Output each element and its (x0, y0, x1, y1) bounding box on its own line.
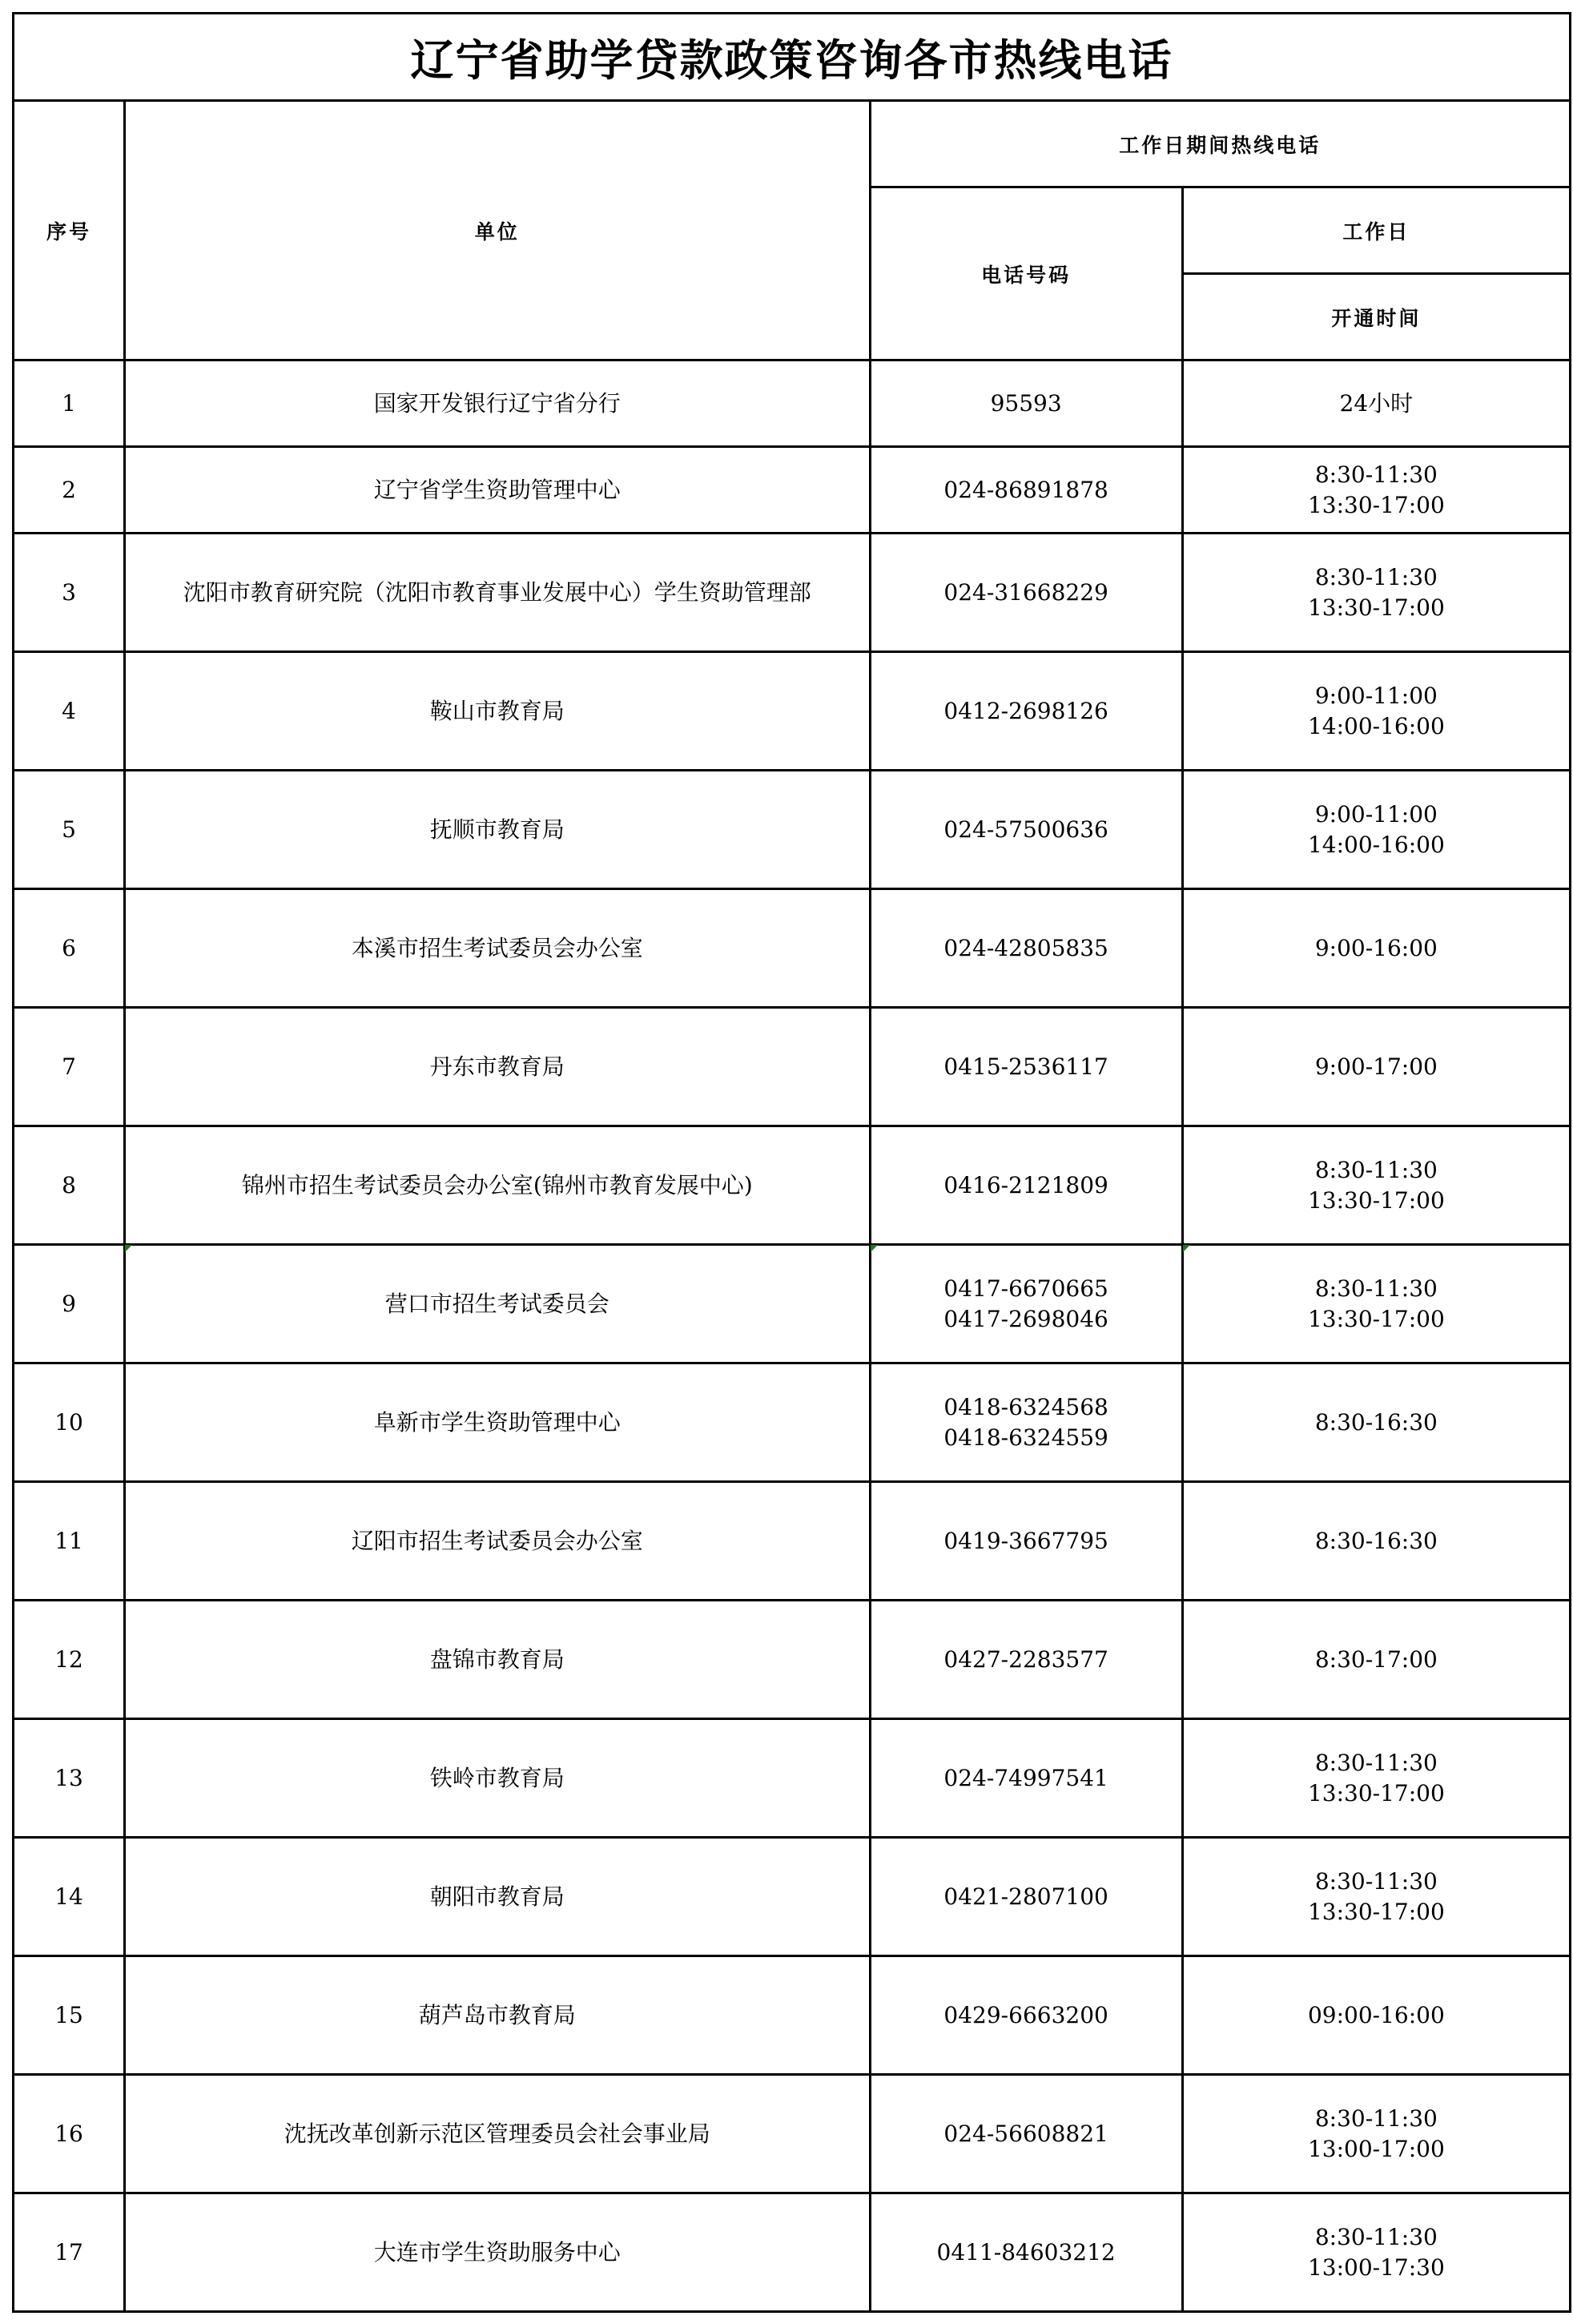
unit-cell: 鞍山市教育局 (125, 652, 870, 771)
hours-cell (1182, 1008, 1570, 1126)
hours-range: 13:30-17:00 (1307, 1186, 1445, 1214)
hours-range: 13:30-17:00 (1307, 594, 1445, 621)
hours-range: 8:30-16:30 (1314, 1408, 1438, 1436)
unit-cell: 辽宁省学生资助管理中心 (125, 447, 870, 534)
unit-cell: 沈阳市教育研究院（沈阳市教育事业发展中心）学生资助管理部 (125, 534, 870, 652)
phone-number: 0427-2283577 (943, 1645, 1108, 1673)
row-number-cell: 2 (14, 447, 125, 534)
hours-range: 8:30-11:30 (1314, 2104, 1438, 2132)
row-number-cell: 15 (14, 1956, 125, 2075)
unit-cell: 抚顺市教育局 (125, 771, 870, 889)
title-row (14, 14, 1571, 101)
hours-cell (1182, 889, 1570, 1008)
phone-number: 0417-6670665 (943, 1275, 1108, 1302)
phone-number: 024-74997541 (943, 1764, 1108, 1791)
table-row (14, 1482, 1571, 1601)
hours-range: 8:30-11:30 (1314, 1749, 1438, 1776)
unit-cell: 铁岭市教育局 (125, 1719, 870, 1838)
row-number-cell: 8 (14, 1126, 125, 1245)
phone-number: 024-56608821 (943, 2120, 1108, 2147)
row-number-cell: 17 (14, 2193, 125, 2312)
hours-cell (1182, 534, 1570, 652)
table-row (14, 771, 1571, 889)
unit-cell: 国家开发银行辽宁省分行 (125, 360, 870, 447)
table-row (14, 889, 1571, 1008)
hours-cell (1182, 360, 1570, 447)
hours-cell (1182, 1719, 1570, 1838)
table-row (14, 360, 1571, 447)
phone-number: 0417-2698046 (943, 1305, 1108, 1332)
hours-range: 14:00-16:00 (1307, 712, 1445, 739)
hours-range: 13:30-17:00 (1307, 1898, 1445, 1925)
phone-cell (870, 771, 1182, 889)
phone-cell (870, 1363, 1182, 1482)
table-row (14, 1126, 1571, 1245)
phone-number: 0429-6663200 (943, 2001, 1108, 2028)
table-row (14, 2075, 1571, 2193)
hours-cell (1182, 1838, 1570, 1956)
phone-cell (870, 1126, 1182, 1245)
phone-cell (870, 447, 1182, 534)
phone-cell (870, 1956, 1182, 2075)
phone-number: 0415-2536117 (943, 1053, 1108, 1080)
hours-cell (1182, 1482, 1570, 1601)
hours-range: 13:00-17:30 (1307, 2254, 1445, 2281)
phone-number: 024-42805835 (943, 934, 1108, 961)
error-indicator-icon (125, 1245, 132, 1252)
row-number-cell: 3 (14, 534, 125, 652)
phone-number: 024-31668229 (943, 578, 1108, 606)
phone-cell (870, 889, 1182, 1008)
header-unit: 单位 (125, 101, 870, 360)
header-group-hotline: 工作日期间热线电话 (870, 101, 1570, 187)
hotline-table (12, 12, 1571, 2313)
hours-range: 8:30-17:00 (1314, 1645, 1438, 1673)
row-number-cell: 4 (14, 652, 125, 771)
table-row (14, 1838, 1571, 1956)
phone-number: 024-86891878 (943, 476, 1108, 503)
hours-range: 09:00-16:00 (1307, 2001, 1445, 2028)
unit-cell: 盘锦市教育局 (125, 1601, 870, 1719)
header-row-1 (14, 101, 1571, 187)
page-title: 辽宁省助学贷款政策咨询各市热线电话 (14, 14, 1571, 101)
hours-range: 13:30-17:00 (1307, 1305, 1445, 1332)
phone-cell (870, 360, 1182, 447)
unit-cell: 大连市学生资助服务中心 (125, 2193, 870, 2312)
hotline-table-sheet (12, 12, 1571, 2310)
table-row (14, 1008, 1571, 1126)
hours-range: 9:00-17:00 (1314, 1053, 1438, 1080)
hours-cell (1182, 1363, 1570, 1482)
table-row (14, 1363, 1571, 1482)
row-number-cell: 13 (14, 1719, 125, 1838)
row-number-cell: 9 (14, 1245, 125, 1363)
hours-range: 13:00-17:00 (1307, 2135, 1445, 2162)
phone-cell (870, 1245, 1182, 1363)
hours-cell (1182, 1601, 1570, 1719)
unit-cell: 沈抚改革创新示范区管理委员会社会事业局 (125, 2075, 870, 2193)
row-number-cell: 6 (14, 889, 125, 1008)
hours-cell (1182, 771, 1570, 889)
unit-cell: 辽阳市招生考试委员会办公室 (125, 1482, 870, 1601)
table-row (14, 1719, 1571, 1838)
hours-range: 9:00-11:00 (1314, 682, 1438, 709)
row-number-cell: 14 (14, 1838, 125, 1956)
hours-range: 8:30-11:30 (1314, 1867, 1438, 1895)
phone-cell (870, 1008, 1182, 1126)
row-number-cell: 11 (14, 1482, 125, 1601)
hours-cell (1182, 1245, 1570, 1363)
row-number-cell: 7 (14, 1008, 125, 1126)
error-indicator-icon (871, 1245, 878, 1252)
hours-range: 8:30-11:30 (1314, 1275, 1438, 1302)
unit-cell: 本溪市招生考试委员会办公室 (125, 889, 870, 1008)
phone-number: 024-57500636 (943, 816, 1108, 843)
hours-range: 8:30-11:30 (1314, 2223, 1438, 2250)
hours-range: 13:30-17:00 (1307, 491, 1445, 518)
hours-cell (1182, 652, 1570, 771)
unit-cell: 丹东市教育局 (125, 1008, 870, 1126)
hours-cell (1182, 1126, 1570, 1245)
header-no: 序号 (14, 101, 125, 360)
hours-range: 8:30-11:30 (1314, 1156, 1438, 1183)
unit-cell: 葫芦岛市教育局 (125, 1956, 870, 2075)
table-row (14, 1245, 1571, 1363)
error-indicator-icon (1183, 1245, 1190, 1252)
header-workday: 工作日 (1182, 187, 1570, 274)
phone-number: 0411-84603212 (936, 2238, 1116, 2266)
hours-range: 14:00-16:00 (1307, 831, 1445, 858)
hours-range: 8:30-11:30 (1314, 563, 1438, 590)
header-open-hours: 开通时间 (1182, 274, 1570, 360)
phone-cell (870, 2075, 1182, 2193)
phone-cell (870, 1482, 1182, 1601)
row-number-cell: 5 (14, 771, 125, 889)
unit-cell: 营口市招生考试委员会 (125, 1245, 870, 1363)
hours-range: 8:30-16:30 (1314, 1527, 1438, 1554)
phone-number: 0418-6324568 (943, 1393, 1108, 1420)
hours-range: 24小时 (1339, 389, 1414, 417)
row-number-cell: 16 (14, 2075, 125, 2193)
phone-cell (870, 652, 1182, 771)
phone-number: 0419-3667795 (943, 1527, 1108, 1554)
phone-number: 0418-6324559 (943, 1424, 1108, 1451)
table-row (14, 447, 1571, 534)
hours-range: 9:00-16:00 (1314, 934, 1438, 961)
table-row (14, 1601, 1571, 1719)
phone-number: 0416-2121809 (943, 1171, 1108, 1198)
unit-cell: 朝阳市教育局 (125, 1838, 870, 1956)
header-phone: 电话号码 (870, 187, 1182, 360)
unit-cell: 锦州市招生考试委员会办公室(锦州市教育发展中心) (125, 1126, 870, 1245)
phone-number: 0421-2807100 (943, 1883, 1108, 1910)
phone-cell (870, 1601, 1182, 1719)
table-row (14, 534, 1571, 652)
row-number-cell: 1 (14, 360, 125, 447)
hours-range: 8:30-11:30 (1314, 461, 1438, 488)
row-number-cell: 12 (14, 1601, 125, 1719)
phone-cell (870, 1719, 1182, 1838)
hours-cell (1182, 447, 1570, 534)
hours-range: 9:00-11:00 (1314, 800, 1438, 828)
phone-cell (870, 2193, 1182, 2312)
phone-cell (870, 534, 1182, 652)
table-row (14, 2193, 1571, 2312)
hours-range: 13:30-17:00 (1307, 1779, 1445, 1806)
table-row (14, 1956, 1571, 2075)
phone-cell (870, 1838, 1182, 1956)
unit-cell: 阜新市学生资助管理中心 (125, 1363, 870, 1482)
table-row (14, 652, 1571, 771)
hours-cell (1182, 2193, 1570, 2312)
row-number-cell: 10 (14, 1363, 125, 1482)
hours-cell (1182, 2075, 1570, 2193)
phone-number: 0412-2698126 (943, 697, 1108, 724)
phone-number: 95593 (990, 389, 1062, 417)
hours-cell (1182, 1956, 1570, 2075)
